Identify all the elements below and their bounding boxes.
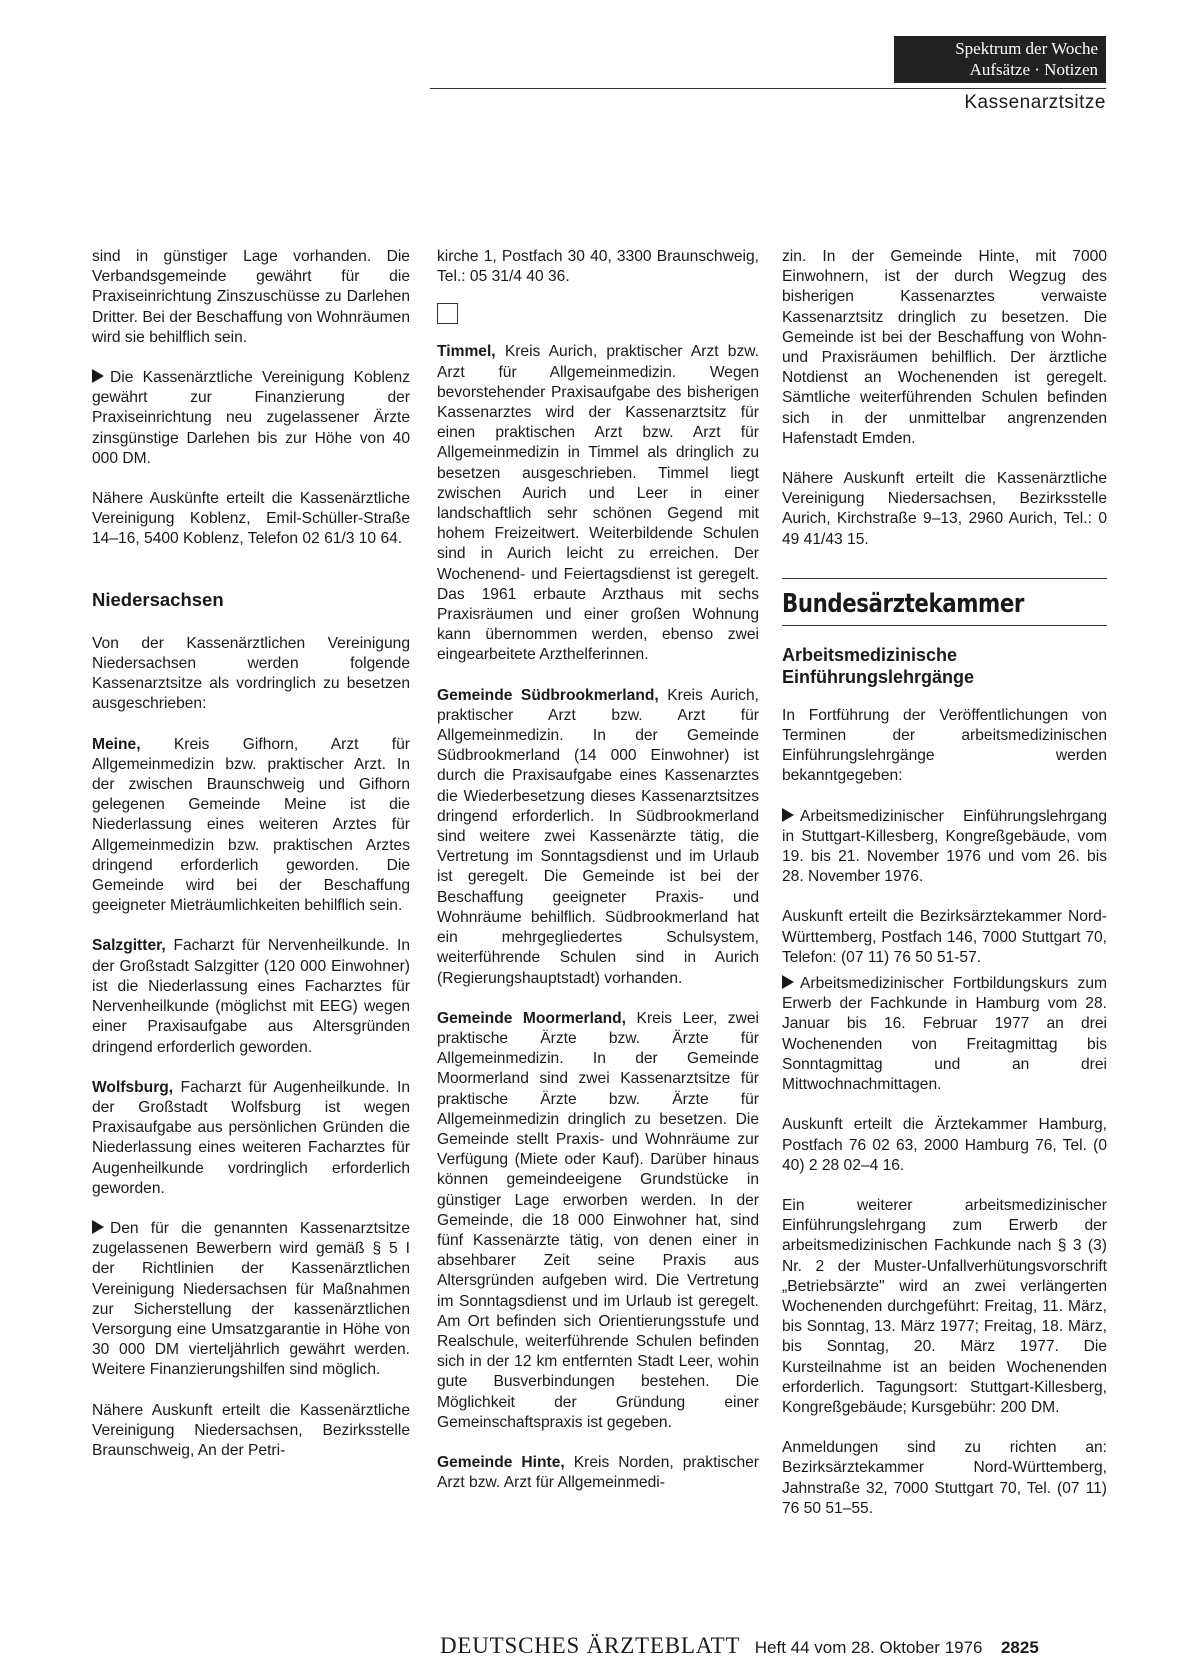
listing-label: Salzgitter,	[92, 937, 166, 955]
header-rule	[430, 88, 1106, 89]
page-footer	[440, 1633, 1039, 1659]
paragraph: Anmeldungen sind zu richten an: Bezirksärztekammer Nord-Württemberg, Jahnstraße 32, 7000 Stuttgart 70, Tel. (07 11) 76 50 51–55.	[782, 1439, 1107, 1517]
listing-timmel	[437, 342, 759, 665]
paragraph-text: Arbeitsmedizinischer Fortbildungskurs zum Erwerb der Fachkunde in Hamburg vom 28. Januar bis 16. Februar 1977 an drei Wochenenden von Freitagmittag bis Sonntagmittag und an drei Mittwochnachmittagen.	[782, 975, 1107, 1094]
paragraph	[782, 807, 1107, 888]
paragraph-text: Arbeitsmedizinischer Einführungslehrgang in Stuttgart-Killesberg, Kongreßgebäude, vom 19. bis 21. November 1976 und vom 26. bis 28. November 1976.	[782, 807, 1107, 886]
section-title: Kassenarztsitze	[964, 92, 1106, 113]
paragraph: Nähere Auskunft erteilt die Kassenärztliche Vereinigung Niedersachsen, Bezirksstelle Braunschweig, An der Petri-	[92, 1401, 410, 1459]
rule	[782, 625, 1107, 626]
heading-niedersachsen: Niedersachsen	[92, 588, 224, 610]
triangle-bullet-icon	[92, 369, 104, 383]
journal-name: DEUTSCHES ÄRZTEBLATT	[440, 1633, 741, 1658]
badge-line-2: Aufsätze · Notizen	[969, 60, 1098, 79]
listing-hinte	[437, 1453, 759, 1493]
triangle-bullet-icon	[782, 808, 794, 822]
paragraph: sind in günstiger Lage vorhanden. Die Verbandsgemeinde gewährt für die Praxiseinrichtung Zinszuschüsse zu Darlehen Dritter. Bei der Beschaffung von Wohnräumen wird sie behilflich sein.	[92, 248, 410, 346]
listing-text: Kreis Leer, zwei praktische Ärzte bzw. Ärzte für Allgemeinmedizin. In der Gemeinde Moormerland sind zwei Kassenarztsitze für praktische Ärzte bzw. Ärzte für Allgemeinmedizin dringlich zu besetzen. Die Gemeinde stellt Praxis- und Wohnräume zur Verfügung (Miete oder Kauf). Darüber hinaus können gemeindeeigene Grundstücke in günstiger Lage erworben werden. In der Gemeinde, die 18 000 Einwohner hat, sind fünf Kassenärzte tätig, von denen einer in absehbarer Zeit seine Praxis aus Altersgründen aufgeben wird. Die Vertretung im Sonntagsdienst und im Urlaub ist geregelt. Am Ort befinden sich Orientierungsstufe und Realschule, weiterführende Schulen befinden sich in der 12 km entfernten Stadt Leer, wohin gute Busverbindungen bestehen. Die Möglichkeit der Gründung einer Gemeinschaftspraxis ist gegeben.	[437, 1009, 759, 1431]
column-1	[92, 247, 410, 1481]
paragraph: Auskunft erteilt die Bezirksärztekammer Nord-Württemberg, Postfach 146, 7000 Stuttgart 70, Telefon: (07 11) 76 50 51-57.	[782, 908, 1107, 966]
listing-label: Wolfsburg,	[92, 1078, 174, 1096]
paragraph-text: Den für die genannten Kassenarztsitze zugelassenen Bewerbern wird gemäß § 5 I der Richtlinien der Kassenärztlichen Vereinigung Niedersachsen für Maßnahmen zur Sicherstellung der kassenärztlichen Versorgung eine Umsatzgarantie in Höhe von 30 000 DM vierteljährlich gewährt werden. Weitere Finanzierungshilfen sind möglich.	[92, 1219, 410, 1379]
column-3	[782, 247, 1107, 1539]
listing-text: Kreis Norden, praktischer Arzt bzw. Arzt für Allgemeinmedi-	[437, 1453, 759, 1492]
paragraph-text: Die Kassenärztliche Vereinigung Koblenz gewährt zur Finanzierung der Praxiseinrichtung neu zugelassener Ärzte zinsgünstige Darlehen bis zur Höhe von 40 000 DM.	[92, 369, 410, 467]
listing-text: Facharzt für Nervenheilkunde. In der Großstadt Salzgitter (120 000 Einwohner) ist die Niederlassung eines Facharztes für Nervenheilkunde (möglichst mit EEG) wegen einer Praxisaufgabe aus Altersgründen dringend erforderlich geworden.	[92, 937, 410, 1056]
triangle-bullet-icon	[782, 975, 794, 989]
listing-salzgitter	[92, 936, 410, 1057]
column-2	[437, 247, 759, 1513]
paragraph: zin. In der Gemeinde Hinte, mit 7000 Einwohnern, ist der durch Wegzug des bisherigen Kassenarztes verwaiste Kassenarztsitz dringlich zu besetzen. Die Gemeinde ist bei der Beschaffung von Wohn- und Praxisräumen behilflich. Der ärztliche Notdienst an Wochenenden ist geregelt. Sämtliche weiterführenden Schulen befinden sich in der unmittelbar angrenzenden Hafenstadt Emden.	[782, 248, 1107, 447]
listing-wolfsburg	[92, 1078, 410, 1199]
listing-text: Kreis Aurich, praktischer Arzt bzw. Arzt für Allgemeinmedizin. Wegen bevorstehender Praxisaufgabe des bisherigen Kassenarztes wird der Kassenarztsitz für einen praktischen Arzt bzw. Arzt für Allgemeinmedizin in Timmel als dringlich zu besetzen ausgeschrieben. Timmel liegt zwischen Aurich und Leer in einer landschaftlich sehr schönen Gegend mit hohem Freizeitwert. Weiterbildende Schulen sind in Aurich leicht zu erreichen. Der Wochenend- und Feiertagsdienst ist geregelt. Das 1961 erbaute Arzthaus mit sechs Praxisräumen und einer großen Wohnung kann übernommen werden, ebenso zwei eingearbeitete Arzthelferinnen.	[437, 343, 759, 664]
listing-text: Kreis Gifhorn, Arzt für Allgemeinmedizin bzw. praktischer Arzt. In der zwischen Braunschweig und Gifhorn gelegenen Gemeinde Meine ist die Niederlassung eines weiteren Arztes für Allgemeinmedizin bzw. praktischen Arztes dringend erforderlich geworden. Die Gemeinde wird bei der Beschaffung geeigneter Mieträumlichkeiten behilflich sein.	[92, 735, 410, 915]
heading-bundesaerztekammer: Bundesärztekammer	[782, 588, 1024, 619]
paragraph: Nähere Auskünfte erteilt die Kassenärztliche Vereinigung Koblenz, Emil-Schüller-Straße 14–16, 5400 Koblenz, Telefon 02 61/3 10 64.	[92, 490, 410, 548]
listing-label: Gemeinde Hinte,	[437, 1453, 565, 1471]
listing-label: Meine,	[92, 735, 141, 753]
listing-label: Timmel,	[437, 343, 496, 361]
listing-meine	[92, 735, 410, 917]
paragraph: In Fortführung der Veröffentlichungen von Terminen der arbeitsmedizinischen Einführungslehrgänge werden bekanntgegeben:	[782, 706, 1107, 785]
paragraph: Nähere Auskunft erteilt die Kassenärztliche Vereinigung Niedersachsen, Bezirksstelle Aurich, Kirchstraße 9–13, 2960 Aurich, Tel.: 0 49 41/43 15.	[782, 470, 1107, 548]
listing-moormerland	[437, 1009, 759, 1433]
subheading: Arbeitsmedizinische Einführungslehrgänge	[782, 644, 975, 687]
paragraph	[92, 1219, 410, 1381]
rule	[782, 578, 1107, 579]
paragraph: Von der Kassenärztlichen Vereinigung Niedersachsen werden folgende Kassenarztsitze als vordringlich zu besetzen ausgeschrieben:	[92, 634, 410, 713]
paragraph: Auskunft erteilt die Ärztekammer Hamburg, Postfach 76 02 63, 2000 Hamburg 76, Tel. (0 40) 2 28 02–4 16.	[782, 1116, 1107, 1174]
page-number: 2825	[1000, 1638, 1039, 1657]
issue-info: Heft 44 vom 28. Oktober 1976	[754, 1638, 983, 1657]
section-badge	[894, 36, 1106, 83]
listing-suedbrookmerland	[437, 686, 759, 989]
section-separator-box-icon	[437, 303, 458, 324]
paragraph: Ein weiterer arbeitsmedizinischer Einführungslehrgang zum Erwerb der arbeitsmedizinischen Fachkunde nach § 3 (3) Nr. 2 der Muster-Unfallverhütungsvorschrift „Betriebsärzte" wird an zwei verlängerten Wochenenden durchgeführt: Freitag, 11. März, bis Sonntag, 13. März 1977; Freitag, 18. März, bis Sonntag, 20. März 1977. Die Kursteilnahme ist an beiden Wochenenden erforderlich. Tagungsort: Stuttgart-Killesberg, Kongreßgebäude; Kursgebühr: 200 DM.	[782, 1196, 1107, 1416]
paragraph: kirche 1, Postfach 30 40, 3300 Braunschweig, Tel.: 05 31/4 40 36.	[437, 248, 759, 286]
listing-label: Gemeinde Südbrookmerland,	[437, 686, 659, 704]
listing-text: Kreis Aurich, praktischer Arzt bzw. Arzt für Allgemeinmedizin. In der Gemeinde Südbrookmerland (14 000 Einwohner) ist durch die Praxisaufgabe eines Kassenarztes die Wiederbesetzung dieses Kassenarztsitzes dringend erforderlich. In Südbrookmerland sind weitere zwei Kassenärzte tätig, die Vertretung im Sonntagsdienst und im Urlaub ist geregelt. Die Gemeinde ist bei der Beschaffung geeigneter Praxis- und Wohnräume behilflich. Südbrookmerland hat ein mehrgegliedertes Schulsystem, weiterführende Schulen sind in Aurich (Regierungshauptstadt) vorhanden.	[437, 686, 759, 987]
triangle-bullet-icon	[92, 1220, 104, 1234]
badge-line-1: Spektrum der Woche	[955, 39, 1098, 58]
listing-text: Facharzt für Augenheilkunde. In der Großstadt Wolfsburg ist wegen Praxisaufgabe aus persönlichen Gründen die Niederlassung eines weiteren Facharztes für Augenheilkunde vordringlich erforderlich geworden.	[92, 1078, 410, 1197]
listing-label: Gemeinde Moormerland,	[437, 1009, 627, 1027]
paragraph	[92, 368, 410, 469]
paragraph	[782, 974, 1107, 1095]
